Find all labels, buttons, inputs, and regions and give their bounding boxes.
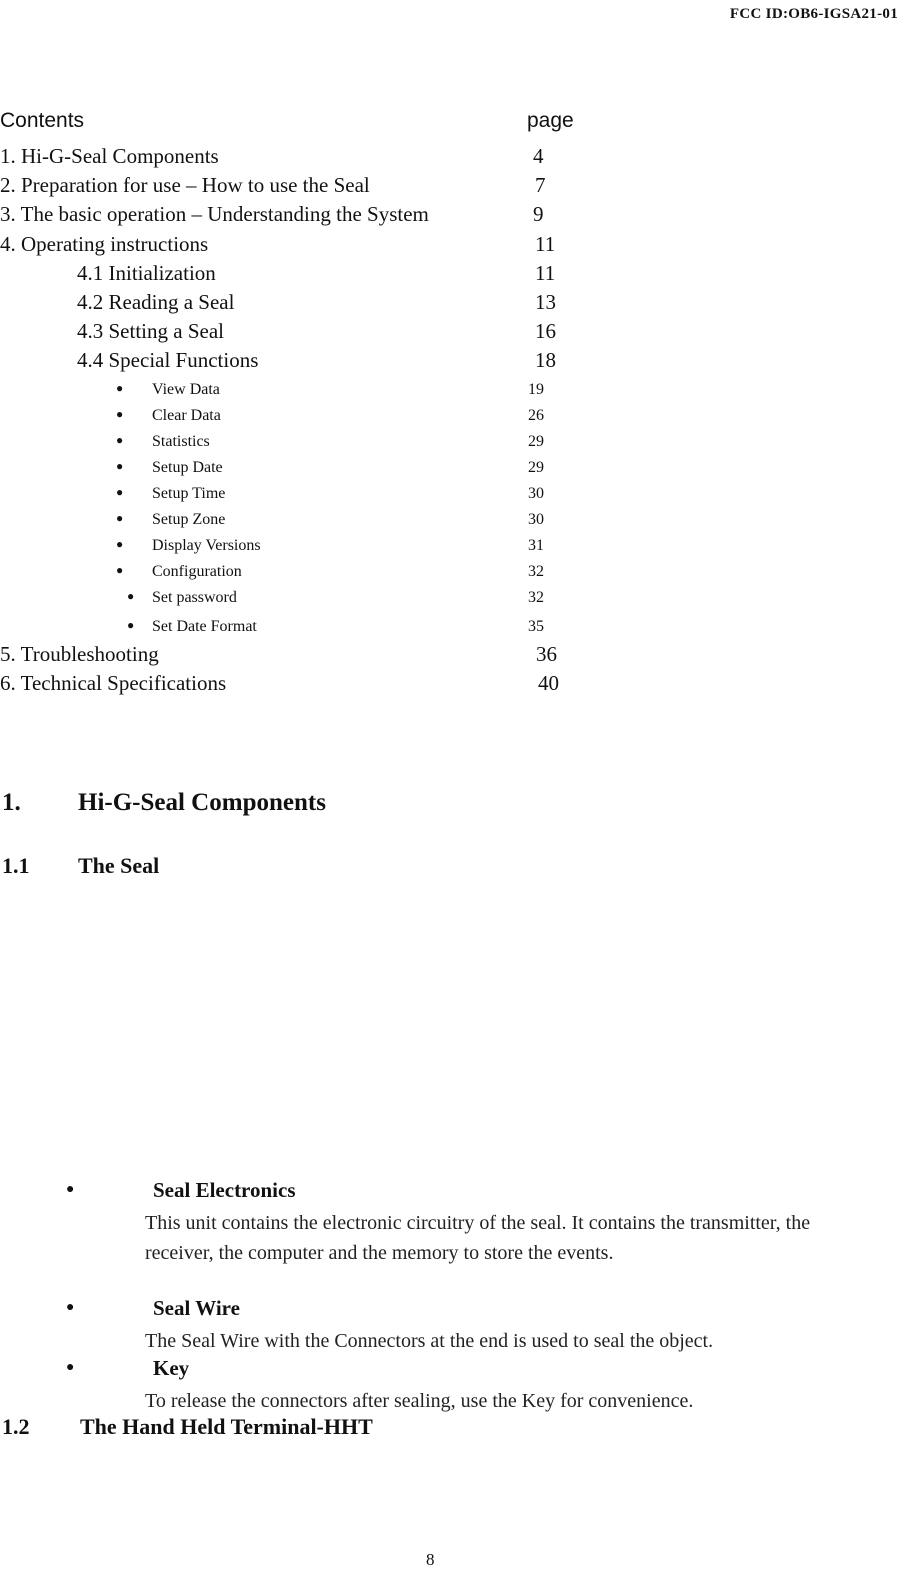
section-title: Hi-G-Seal Components bbox=[78, 789, 326, 816]
bullet-icon: ● bbox=[66, 1360, 75, 1375]
fcc-id-header: FCC ID:OB6-IGSA21-01 bbox=[729, 6, 898, 22]
toc-entry-label: 6. Technical Specifications bbox=[0, 671, 227, 695]
toc-heading-row bbox=[0, 109, 600, 133]
toc-entry-label: 4.2 Reading a Seal bbox=[77, 290, 235, 314]
toc-entry-page: 36 bbox=[536, 642, 557, 666]
toc-entry-page: 19 bbox=[528, 381, 544, 398]
toc-entry-label: 4.3 Setting a Seal bbox=[77, 319, 224, 343]
toc-entry-label: 4.4 Special Functions bbox=[77, 348, 259, 372]
toc-entry-page: 31 bbox=[528, 537, 544, 554]
toc-entry-page: 35 bbox=[528, 618, 544, 635]
toc-entry-page: 30 bbox=[528, 511, 544, 528]
toc-entry-label: 4. Operating instructions bbox=[0, 232, 209, 256]
toc-entry-label: 1. Hi-G-Seal Components bbox=[0, 144, 219, 168]
bullet-icon: ● bbox=[116, 459, 124, 473]
toc-entry-page: 11 bbox=[535, 232, 556, 256]
subsection-title: The Seal bbox=[78, 853, 160, 878]
toc-entry-page: 7 bbox=[535, 173, 546, 197]
toc-entry-label: 4.1 Initialization bbox=[77, 261, 216, 285]
section-number: 1. bbox=[2, 789, 21, 816]
toc-entry-page: 30 bbox=[528, 485, 544, 502]
bullet-icon: ● bbox=[116, 381, 124, 395]
toc-entry-label: 2. Preparation for use – How to use the Seal bbox=[0, 173, 370, 197]
component-title: Seal Wire bbox=[153, 1296, 240, 1320]
toc-entry-label: Clear Data bbox=[152, 407, 221, 424]
toc-entry-label: Display Versions bbox=[152, 537, 261, 554]
component-title: Seal Electronics bbox=[153, 1178, 296, 1202]
toc-entry-page: 16 bbox=[535, 319, 556, 343]
toc-entry-page: 29 bbox=[528, 459, 544, 476]
bullet-icon: ● bbox=[116, 433, 124, 447]
page-number: 8 bbox=[426, 1550, 435, 1569]
toc-entry-label: Set Date Format bbox=[152, 618, 257, 635]
bullet-icon: ● bbox=[66, 1182, 75, 1197]
toc-entry-label: View Data bbox=[152, 381, 220, 398]
bullet-icon: ● bbox=[116, 407, 124, 421]
toc-entry-page: 26 bbox=[528, 407, 544, 424]
toc-entry-label: Setup Date bbox=[152, 459, 223, 476]
subsection-number: 1.2 bbox=[2, 1414, 30, 1439]
toc-entry-page: 29 bbox=[528, 433, 544, 450]
bullet-icon: ● bbox=[66, 1300, 75, 1315]
toc-entry-page: 4 bbox=[533, 144, 544, 168]
component-description: The Seal Wire with the Connectors at the end is used to seal the object. bbox=[145, 1330, 714, 1352]
toc-entry-label: Setup Zone bbox=[152, 511, 226, 528]
bullet-icon: ● bbox=[116, 537, 124, 551]
component-title: Key bbox=[153, 1356, 190, 1380]
bullet-icon: ● bbox=[116, 563, 124, 577]
toc-entry-page: 40 bbox=[538, 671, 559, 695]
toc-entry-label: Setup Time bbox=[152, 485, 226, 502]
component-description: This unit contains the electronic circuitry of the seal. It contains the transmitter, the receiver, the computer and the memory to store the events. bbox=[145, 1212, 811, 1264]
toc-entry-page: 9 bbox=[533, 202, 544, 226]
toc-entry-page: 11 bbox=[535, 261, 556, 285]
bullet-icon: ● bbox=[116, 485, 124, 499]
toc-entry-page: 18 bbox=[535, 348, 556, 372]
subsection-number: 1.1 bbox=[2, 853, 30, 878]
bullet-icon: ● bbox=[116, 511, 124, 525]
subsection-title: The Hand Held Terminal-HHT bbox=[80, 1414, 373, 1439]
toc-entry-label: 5. Troubleshooting bbox=[0, 642, 159, 666]
toc-entry-label: Set password bbox=[152, 589, 237, 606]
toc-entry-page: 32 bbox=[528, 589, 544, 606]
component-description: To release the connectors after sealing, use the Key for convenience. bbox=[145, 1390, 694, 1412]
toc-page-column-heading: page bbox=[527, 109, 574, 132]
bullet-icon: ● bbox=[127, 618, 135, 632]
toc-entry-label: Statistics bbox=[152, 433, 210, 450]
toc-entry-label: Configuration bbox=[152, 563, 242, 580]
toc-entry-page: 13 bbox=[535, 290, 556, 314]
toc-entry-page: 32 bbox=[528, 563, 544, 580]
bullet-icon: ● bbox=[127, 589, 135, 603]
toc-title: Contents bbox=[0, 109, 85, 132]
toc-entry-label: 3. The basic operation – Understanding the System bbox=[0, 202, 429, 226]
